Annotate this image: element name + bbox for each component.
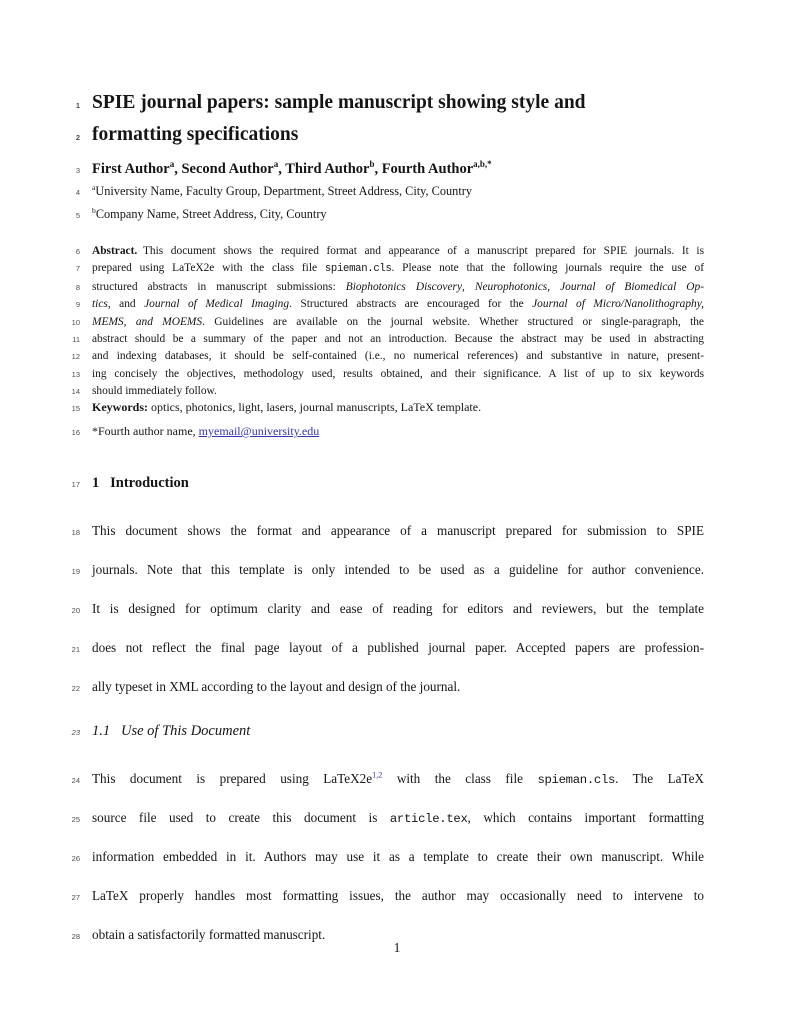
doc-line (56, 760, 704, 799)
text-run: information embedded in it. Authors may use it as a template to create their own manuscript. While (92, 849, 704, 864)
doc-line (56, 668, 704, 707)
text-run: 1.1 Use of This Document (92, 723, 251, 739)
line-number: 3 (75, 166, 80, 175)
text-run: , Fourth Author (374, 161, 474, 177)
section-heading-introduction (56, 473, 704, 495)
line-number: 5 (75, 210, 80, 220)
text-run: Journal of Biomedical Op- (560, 280, 704, 293)
text-run: , (462, 280, 475, 293)
line-number: 16 (71, 428, 80, 437)
line-number: 17 (71, 480, 80, 489)
text-run: Abstract. (92, 245, 138, 257)
line-text (92, 204, 704, 226)
doc-line (56, 877, 704, 916)
line-number: 20 (71, 606, 80, 615)
text-run: ally typeset in XML according to the layout and design of the journal. (92, 679, 461, 694)
line-number: 23 (71, 728, 80, 737)
text-run: optics, photonics, light, lasers, journal manuscripts, LaTeX template. (148, 400, 482, 414)
introduction-paragraph (56, 512, 704, 707)
citation-superscript[interactable]: 2 (378, 770, 383, 780)
text-run: . Please note that the following journals require the use of (391, 262, 704, 275)
line-number: 8 (75, 282, 80, 292)
text-run: SPIE journal papers: sample manuscript showing style and (92, 92, 586, 113)
email-link[interactable]: myemail@university.edu (198, 424, 320, 438)
line-text (92, 512, 704, 549)
text-run: b (92, 205, 96, 215)
line-text (92, 799, 704, 838)
line-text (92, 331, 704, 348)
text-run: 1 Introduction (92, 475, 189, 491)
line-number: 6 (75, 247, 80, 256)
line-number: 22 (71, 684, 80, 693)
doc-line (56, 721, 704, 743)
abstract-block (56, 243, 704, 401)
text-run: , which contains important formatting (467, 810, 704, 825)
text-run: University Name, Faculty Group, Department, Street Address, City, Country (95, 184, 472, 198)
text-run: tics (92, 298, 108, 311)
doc-line (56, 348, 704, 365)
doc-line (56, 799, 704, 838)
text-run: Neurophotonics (474, 280, 548, 293)
text-run: MEMS, and MOEMS (92, 315, 203, 328)
text-run: formatting specifications (92, 124, 299, 145)
text-run: *Fourth author name, (92, 424, 199, 438)
doc-line (56, 279, 704, 296)
text-run: . Guidelines are available on the journal website. Whether structured or single-paragraph, the (202, 315, 704, 328)
text-run: , and (107, 298, 145, 311)
use-of-document-paragraph (56, 760, 704, 955)
line-number: 2 (75, 133, 80, 142)
text-run: should immediately follow. (92, 385, 217, 398)
line-text (92, 314, 704, 331)
doc-line (56, 159, 704, 181)
doc-line (56, 204, 704, 227)
title-block (56, 88, 704, 152)
doc-line (56, 512, 704, 551)
page-number: 1 (393, 940, 401, 955)
line-text (92, 398, 704, 416)
line-number: 19 (71, 567, 80, 576)
line-number: 4 (75, 188, 80, 197)
line-number: 24 (71, 776, 80, 785)
affiliations-block (56, 181, 704, 226)
line-text (92, 348, 704, 365)
text-run: First Author (92, 161, 170, 177)
author-contact-block (56, 422, 704, 442)
text-run: spieman.cls (324, 263, 392, 276)
doc-line (56, 296, 704, 313)
text-run: ing concisely the objectives, methodology used, results obtained, and their significance. A list of up to six keywords (92, 367, 704, 380)
text-run: abstract should be a summary of the paper and not an introduction. Because the abstract may be used in abstracting (92, 333, 704, 346)
text-run: a,b,* (473, 159, 492, 170)
text-run: , Third Author (278, 161, 370, 177)
line-number: 15 (71, 404, 80, 413)
doc-line (56, 629, 704, 668)
line-text (92, 88, 704, 117)
line-text (92, 279, 704, 296)
line-text (92, 296, 704, 313)
text-run: prepared using LaTeX2e with the class file (92, 262, 325, 275)
text-run: with the class file (382, 771, 538, 786)
text-run: This document shows the required format and appearance of a manuscript prepared for SPIE journals. It is (137, 245, 704, 257)
text-run: Biophotonics Discovery (345, 280, 463, 293)
text-run: a (92, 182, 96, 192)
line-number: 10 (71, 317, 80, 327)
doc-line (56, 181, 704, 204)
text-run: , (547, 280, 561, 293)
line-text (92, 366, 704, 383)
line-text (92, 838, 704, 875)
doc-line (56, 314, 704, 331)
line-text (92, 877, 704, 914)
doc-line (56, 120, 704, 152)
text-run: spieman.cls (537, 773, 616, 787)
keywords-block (56, 398, 704, 418)
text-run: This document shows the format and appearance of a manuscript prepared for submission to SPIE (92, 523, 704, 538)
text-run: It is designed for optimum clarity and ease of reading for editors and reviewers, but the template (92, 601, 704, 616)
text-run: a (273, 159, 279, 170)
line-text (92, 629, 704, 666)
line-text (92, 260, 704, 278)
text-run: LaTeX properly handles most formatting issues, the author may occasionally need to intervene to (92, 888, 704, 903)
text-run: does not reflect the final page layout of a published journal paper. Accepted papers are profession- (92, 640, 704, 655)
line-number: 26 (71, 854, 80, 863)
line-number: 27 (71, 893, 80, 902)
text-run: b (369, 159, 375, 170)
line-number: 18 (71, 528, 80, 537)
text-run: This document is prepared using LaTeX2e (92, 771, 373, 786)
doc-line (56, 838, 704, 877)
doc-line (56, 590, 704, 629)
citation-superscript[interactable]: 1 (372, 770, 377, 780)
text-run: source file used to create this document is (92, 810, 390, 825)
line-text (92, 668, 704, 705)
doc-line (56, 331, 704, 348)
doc-line (56, 243, 704, 260)
doc-line (56, 422, 704, 442)
text-run: and indexing databases, it should be self-contained (i.e., no numerical references) and substantive in nature, present- (92, 350, 704, 363)
doc-line (56, 260, 704, 278)
line-number: 7 (75, 264, 80, 274)
line-text (92, 721, 704, 741)
line-number: 12 (71, 352, 80, 362)
line-text (92, 590, 704, 627)
line-text (92, 473, 704, 493)
line-text (92, 120, 704, 149)
line-number: 21 (71, 645, 80, 654)
line-text (92, 422, 704, 440)
line-number: 1 (75, 101, 80, 110)
text-run: article.tex (389, 812, 468, 826)
citation-superscript[interactable]: , (376, 770, 379, 780)
text-run: obtain a satisfactorily formatted manuscript. (92, 927, 326, 942)
text-run: Journal of Micro/Nanolithography, (532, 298, 704, 311)
line-number: 9 (75, 300, 80, 310)
doc-line (56, 551, 704, 590)
line-text (92, 243, 704, 260)
authors-block (56, 159, 704, 181)
text-run: , Second Author (174, 161, 274, 177)
line-text (92, 181, 704, 203)
text-run: Journal of Medical Imaging (144, 298, 290, 311)
line-number: 13 (71, 369, 80, 379)
text-run: Company Name, Street Address, City, Country (95, 206, 327, 221)
line-number: 14 (71, 387, 80, 397)
line-number: 28 (71, 932, 80, 941)
line-number: 25 (71, 815, 80, 824)
text-run: a (169, 159, 175, 170)
text-run: . The LaTeX (615, 771, 705, 786)
doc-line (56, 473, 704, 495)
line-number: 11 (72, 335, 80, 345)
line-text (92, 551, 704, 588)
text-run: Keywords: (92, 400, 148, 414)
doc-line (56, 88, 704, 120)
text-run: . Structured abstracts are encouraged for the (289, 298, 533, 311)
doc-line (56, 398, 704, 418)
subsection-heading-use-of-this-document (56, 721, 704, 743)
line-text (92, 760, 704, 799)
line-text (92, 159, 704, 179)
text-run: structured abstracts in manuscript submissions: (92, 280, 346, 293)
text-run: journals. Note that this template is only intended to be used as a guideline for author convenience. (92, 562, 704, 577)
doc-line (56, 366, 704, 383)
